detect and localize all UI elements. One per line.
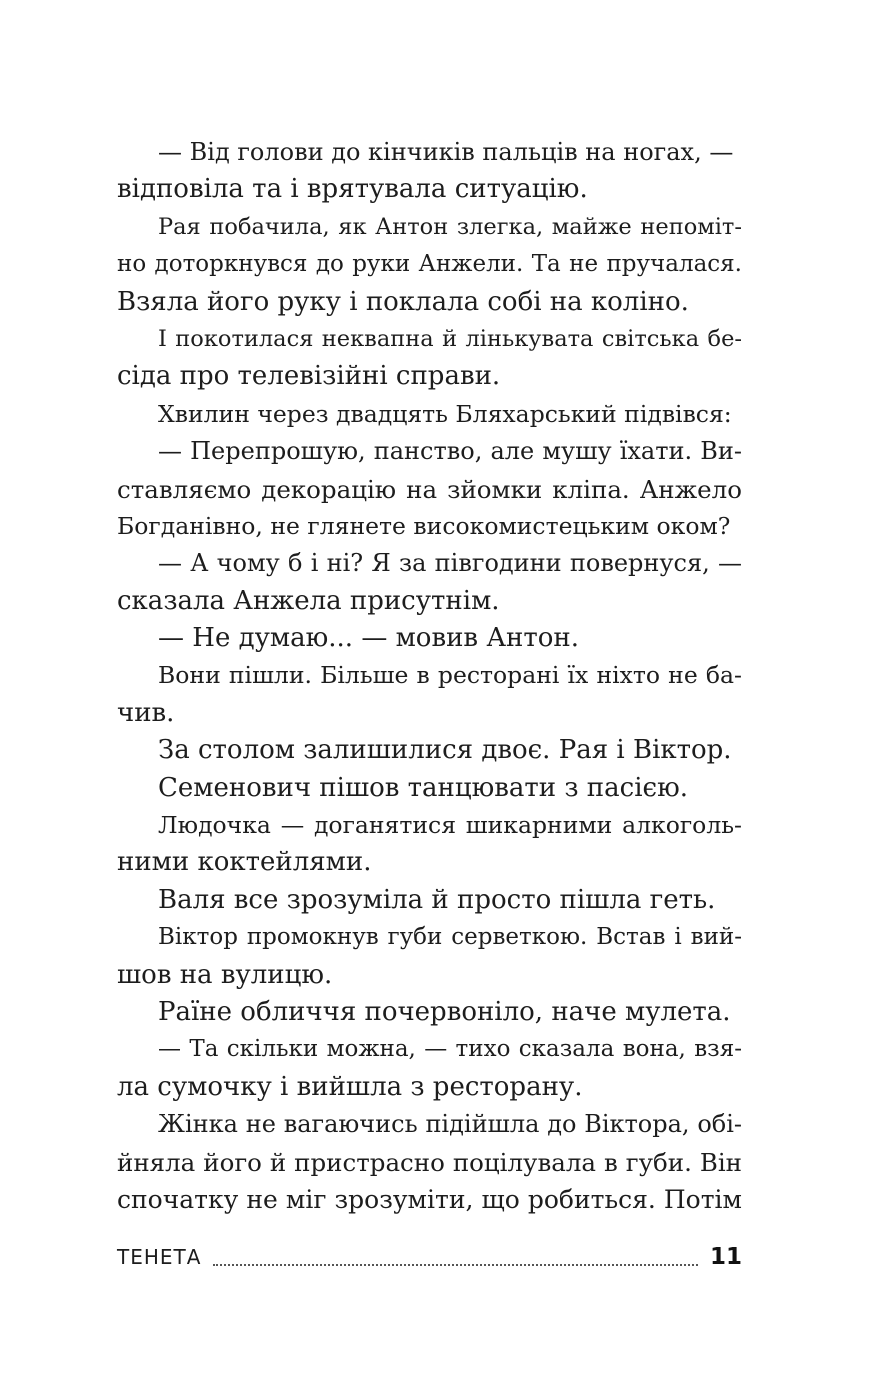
text-line: чив.	[117, 697, 175, 728]
text-line: йняла його й пристрасно поцілувала в губи. Він	[117, 1147, 742, 1177]
text-line: — А чому б і ні? Я за півгодини повернуся, —	[158, 549, 742, 578]
text-line: Валя все зрозуміла й просто пішла геть.	[158, 884, 716, 915]
text-line: І покотилася неквапна й лінькувата світська бе-	[158, 325, 742, 352]
text-line: Вони пішли. Більше в ресторані їх ніхто не ба-	[158, 661, 742, 690]
text-line: сказала Анжела присутнім.	[117, 585, 500, 616]
page-number: 11	[709, 1244, 742, 1270]
text-line: шов на вулицю.	[117, 959, 333, 990]
text-line: Хвилин через двадцять Бляхарський підвівся:	[158, 399, 732, 428]
text-line: ставляємо декорацію на зйомки кліпа. Анжело	[117, 474, 742, 504]
text-line: Раїне обличчя почервоніло, наче мулета.	[158, 996, 731, 1027]
text-line: Взяла його руку і поклала собі на коліно.	[117, 286, 689, 317]
text-line: — Перепрошую, панство, але мушу їхати. Ви-	[158, 437, 742, 466]
text-line: спочатку не міг зрозуміти, що робиться. Потім	[117, 1184, 742, 1214]
text-line: — Від голови до кінчиків пальців на ногах, —	[158, 138, 734, 166]
text-line: Семенович пішов танцювати з пасією.	[158, 772, 688, 803]
text-line: Рая побачила, як Антон злегка, майже непоміт-	[158, 213, 742, 240]
text-line: Віктор промокнув губи серветкою. Встав і вий-	[158, 924, 742, 951]
text-line: ла сумочку і вийшла з ресторану.	[117, 1071, 583, 1102]
text-line: — Не думаю... — мовив Антон.	[158, 623, 579, 654]
page-footer	[117, 1240, 742, 1274]
text-line: відповіла та і врятувала ситуацію.	[117, 174, 588, 205]
text-line: ними коктейлями.	[117, 847, 372, 878]
running-title: ТЕНЕТА	[117, 1245, 202, 1269]
text-line: Жінка не вагаючись підійшла до Віктора, обі-	[158, 1110, 742, 1139]
text-line: но доторкнувся до руки Анжели. Та не пручалася.	[117, 251, 742, 278]
dotted-leader	[213, 1264, 698, 1266]
text-line: Богданівно, не глянете високомистецьким оком?	[117, 511, 731, 540]
text-line: Людочка — доганятися шикарними алкоголь-	[158, 811, 742, 840]
body-text	[117, 134, 742, 1218]
text-line: — Та скільки можна, — тихо сказала вона, взя-	[158, 1036, 742, 1063]
text-line: сіда про телевізійні справи.	[117, 361, 501, 392]
text-line: За столом залишилися двоє. Рая і Віктор.	[158, 735, 732, 766]
